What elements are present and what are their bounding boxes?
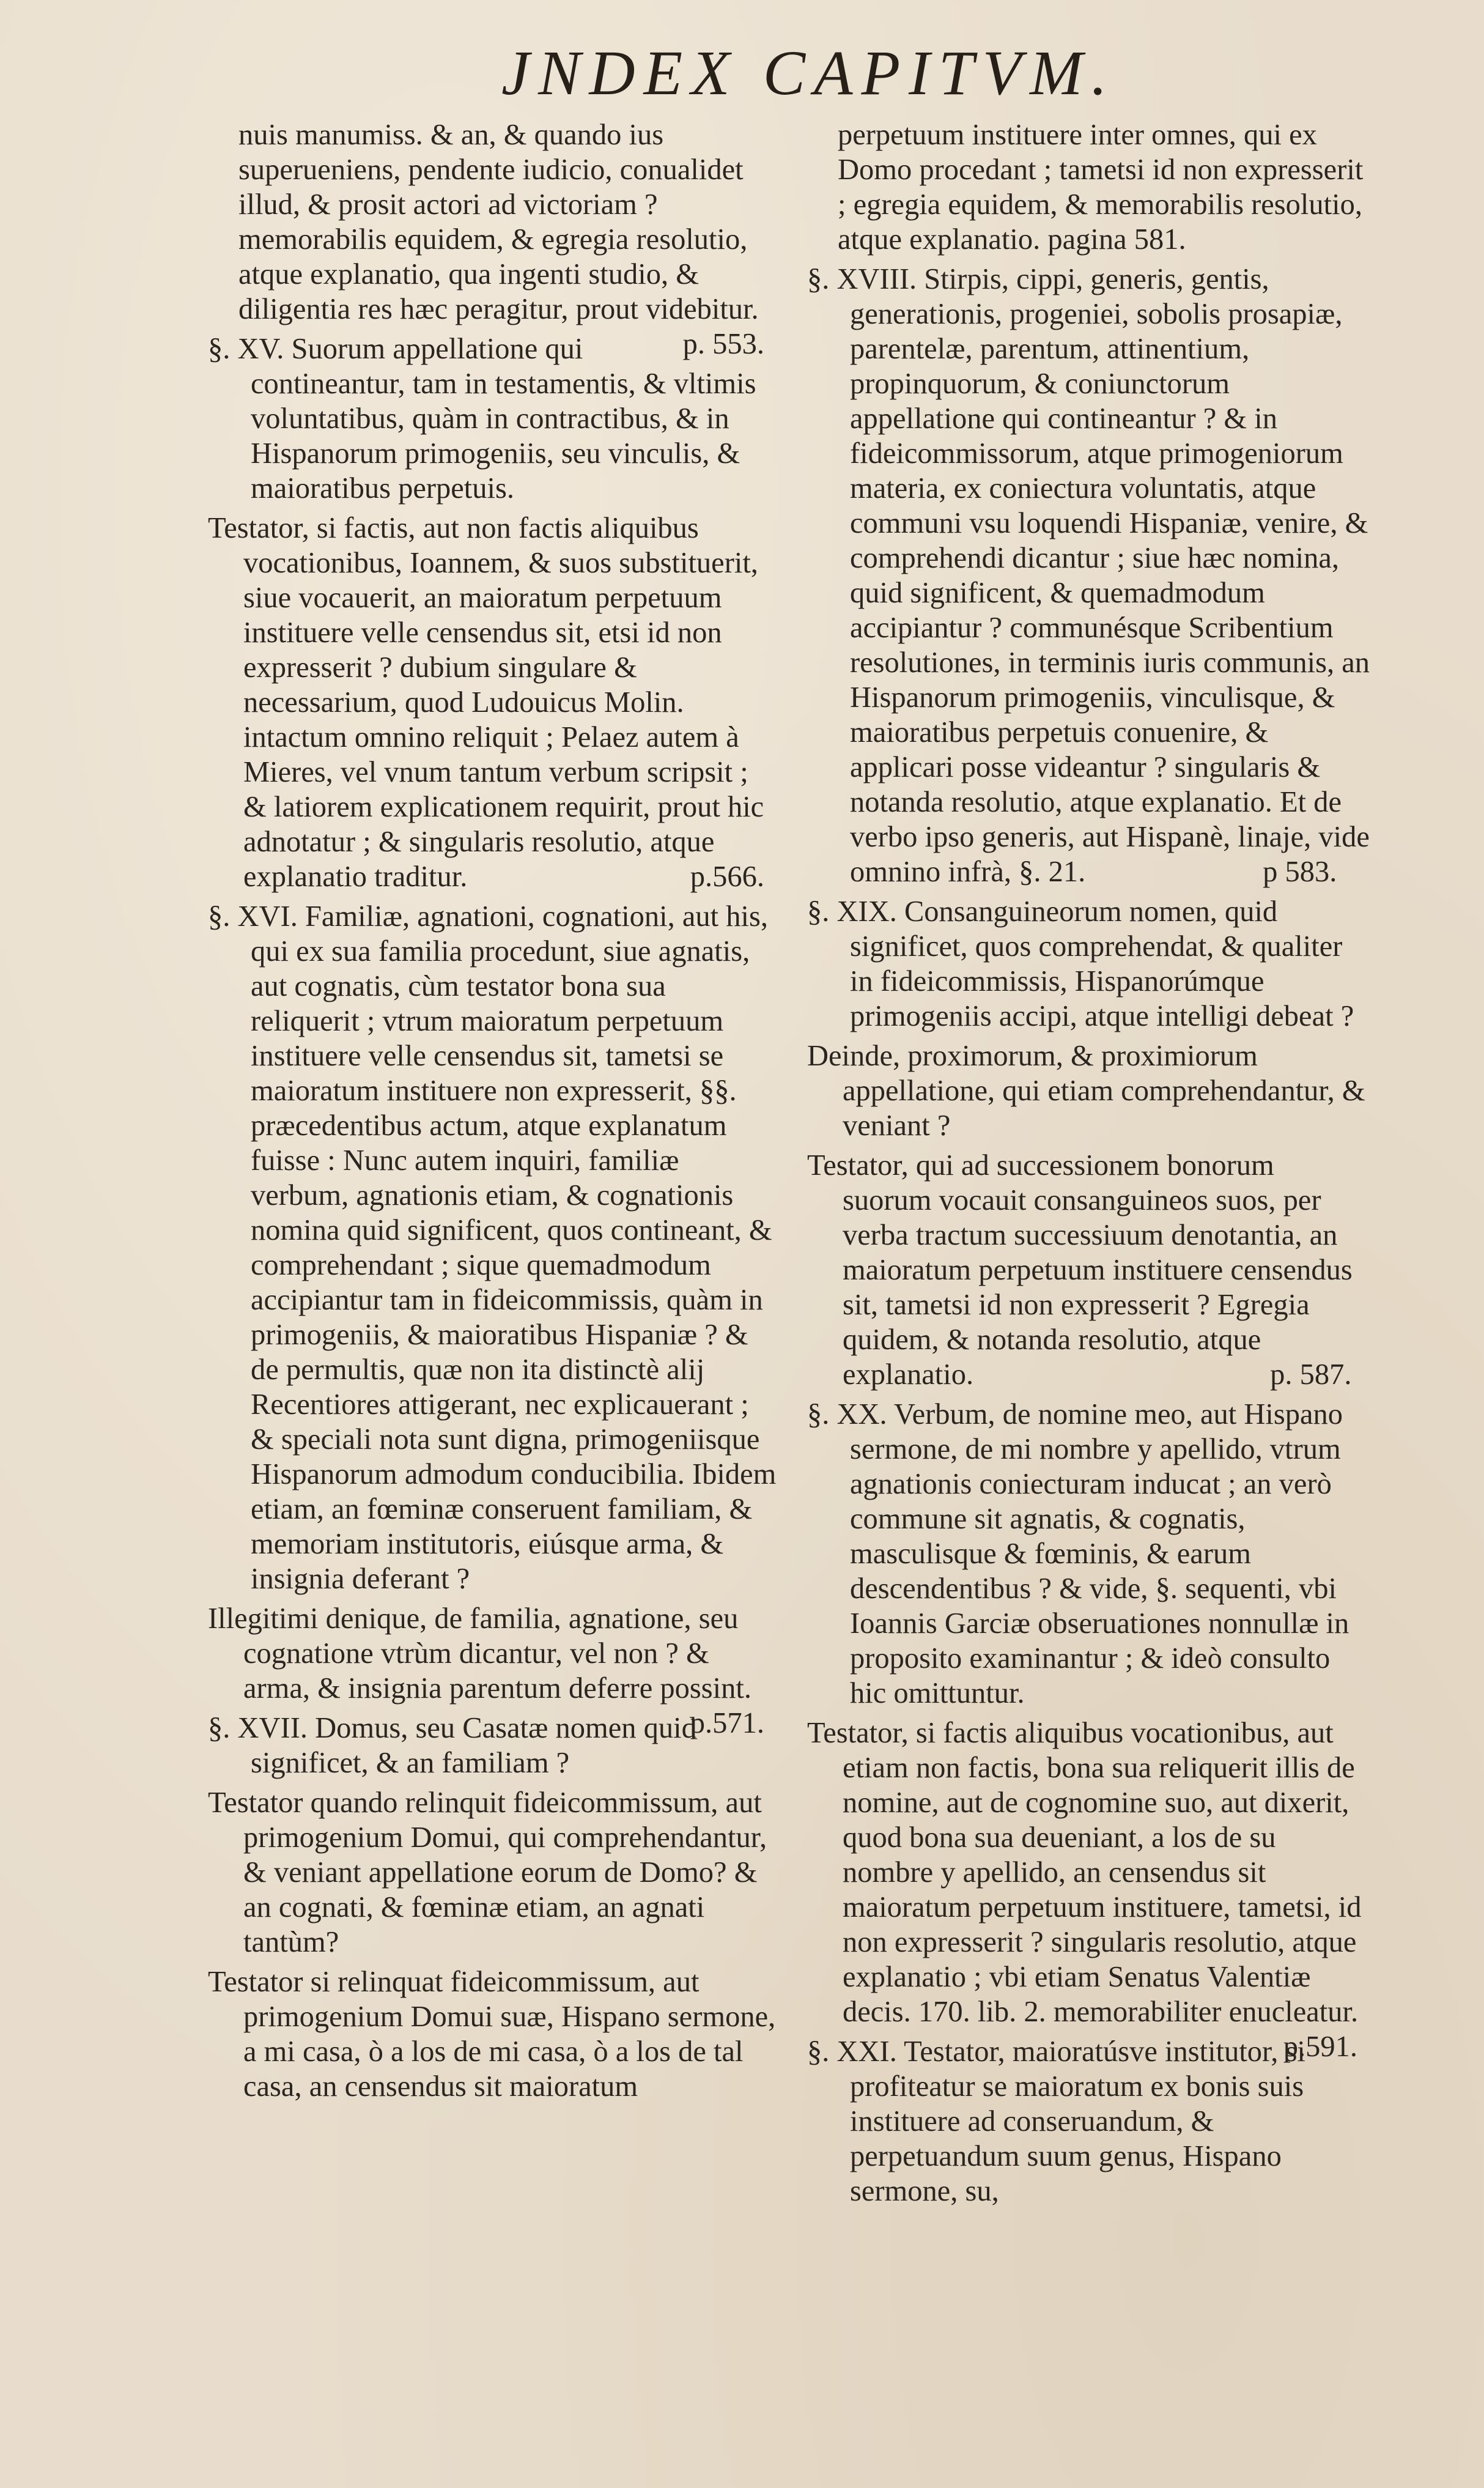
page-header: JNDEX CAPITVM. xyxy=(501,38,1116,108)
left-column xyxy=(208,117,777,2109)
entry-text: Illegitimi denique, de familia, agnatione, seu cognatione vtrùm dicantur, vel non ? & arma, & insignia parentum deferre possint. xyxy=(208,1602,751,1705)
entry-text: §. XVIII. Stirpis, cippi, generis, gentis, generationis, progeniei, sobolis prosapiæ, parentelæ, parentum, attinentium, propinquorum, & coniunctorum appellatione qui contineantur ? & in fideicommissorum, atque primogeniorum materia, ex coniectura voluntatis, atque communi vsu loquendi Hispaniæ, venire, & comprehendi dicantur ; siue hæc nomina, quid significent, & quemadmodum accipiantur ? communésque Scribentium resolutiones, in terminis iuris communis, an Hispanorum primogeniis, vinculisque, & maioratibus perpetuis conuenire, & applicari posse videantur ? singularis & notanda resolutio, atque explanatio. Et de verbo ipso generis, aut Hispanè, linaje, vide omnino infrà, §. 21. xyxy=(807,263,1370,888)
entry-text: Testator, si factis aliquibus vocationibus, aut etiam non factis, bona sua reliquerit illis de nomine, aut de cognomine suo, aut dixerit, quod bona sua deueniant, a los de su nombre y apellido, an censendus sit maioratum perpetuum instituere, tametsi, id non expresserit ? singularis resolutio, atque explanatio ; vbi etiam Senatus Valentiæ decis. 170. lib. 2. memorabiliter enucleatur. xyxy=(807,1717,1362,2028)
index-entry xyxy=(208,511,777,894)
index-entry xyxy=(208,1785,777,1960)
index-entry xyxy=(208,117,777,360)
index-section-entry xyxy=(208,331,777,506)
page-reference: p. 587. xyxy=(1270,1358,1352,1391)
page-reference: p.566. xyxy=(690,861,764,893)
index-entry xyxy=(807,1039,1370,1143)
entry-text: §. XVII. Domus, seu Casatæ nomen quid significet, & an familiam ? xyxy=(208,1712,696,1779)
page-reference: p.571. xyxy=(690,1707,764,1739)
page-reference: p.591. xyxy=(1283,2031,1357,2063)
entry-text: Testator si relinquat fideicommissum, aut primogenium Domui suæ, Hispano sermone, a mi casa, ò a los de mi casa, ò a los de tal casa, an censendus sit maioratum xyxy=(208,1966,776,2103)
index-section-entry xyxy=(807,2034,1370,2208)
right-column xyxy=(807,117,1370,2213)
page-reference: p 583. xyxy=(1263,856,1337,888)
index-section-entry xyxy=(208,899,777,1596)
entry-text: Deinde, proximorum, & proximiorum appellatione, qui etiam comprehendantur, & veniant ? xyxy=(807,1040,1365,1142)
entry-text: §. XVI. Familiæ, agnationi, cognationi, aut his, qui ex sua familia procedunt, siue agnatis, aut cognatis, cùm testator bona sua reliquerit ; vtrum maioratum perpetuum instituere velle censendus sit, tametsi se maioratum instituere non expresserit, §§. præcedentibus actum, atque explanatum fuisse : Nunc autem inquiri, familiæ verbum, agnationis etiam, & cognationis nomina quid significent, quos contineant, & comprehendant ; sique quemadmodum accipiantur tam in fideicommissis, quàm in primogeniis, & maioratibus Hispaniæ ? & de permultis, quæ non ita distinctè alij Recentiores attigerant, nec explicauerant ; & speciali nota sunt digna, primogeniisque Hispanorum admodum conducibilia. Ibidem etiam, an fœminæ conseruent familiam, & memoriam institutoris, eiúsque arma, & insignia deferant ? xyxy=(208,900,777,1595)
entry-text: Testator, si factis, aut non factis aliquibus vocationibus, Ioannem, & suos substituerit, siue vocauerit, an maioratum perpetuum instituere velle censendus sit, etsi id non expresserit ? dubium singulare & necessarium, quod Ludouicus Molin. intactum omnino reliquit ; Pelaez autem à Mieres, vel vnum tantum verbum scripsit ; & latiorem explicationem requirit, prout hic adnotatur ; & singularis resolutio, atque explanatio traditur. xyxy=(208,512,764,893)
entry-text: perpetuum instituere inter omnes, qui ex Domo procedant ; tametsi id non expresserit ; egregia equidem, & memorabilis resolutio, atque explanatio. pagina 581. xyxy=(838,119,1364,256)
entry-text: Testator quando relinquit fideicommissum, aut primogenium Domui, qui comprehendantur, & veniant appellatione eorum de Domo? & an cognati, & fœminæ etiam, an agnati tantùm? xyxy=(208,1786,767,1958)
index-entry xyxy=(208,1964,777,2104)
entry-text: §. XXI. Testator, maioratúsve institutor, si profiteatur se maioratum ex bonis suis instituere ad conseruandum, & perpetuandum suum genus, Hispano sermone, su, xyxy=(807,2035,1305,2207)
entry-text: nuis manumiss. & an, & quando ius superueniens, pendente iudicio, conualidet illud, & prosit actori ad victoriam ? memorabilis equidem, & egregia resolutio, atque explanatio, qua ingenti studio, & diligentia res hæc peragitur, prout videbitur. xyxy=(238,119,759,325)
entry-text: Testator, qui ad successionem bonorum suorum vocauit consanguineos suos, per verba tractum successiuum denotantia, an maioratum perpetuum instituere censendus sit, tametsi id non expresserit ? Egregia quidem, & notanda resolutio, atque explanatio. xyxy=(807,1149,1353,1391)
index-section-entry xyxy=(208,1711,777,1780)
index-section-entry xyxy=(807,1397,1370,1711)
index-entry xyxy=(807,1148,1370,1392)
page-reference: p. 553. xyxy=(682,328,764,360)
index-section-entry xyxy=(807,262,1370,889)
index-section-entry xyxy=(807,894,1370,1034)
entry-text: §. XV. Suorum appellatione qui contineantur, tam in testamentis, & vltimis voluntatibus, quàm in contractibus, & in Hispanorum primogeniis, seu vinculis, & maioratibus perpetuis. xyxy=(208,333,756,505)
index-entry xyxy=(807,1716,1370,2063)
index-entry xyxy=(807,117,1370,257)
index-entry xyxy=(208,1601,777,1739)
entry-text: §. XX. Verbum, de nomine meo, aut Hispano sermone, de mi nombre y apellido, vtrum agnationis coniecturam inducat ; an verò commune sit agnatis, & cognatis, masculisque & fœminis, & earum descendentibus ? & vide, §. sequenti, vbi Ioannis Garciæ obseruationes nonnullæ in proposito examinantur ; & ideò consulto hic omittuntur. xyxy=(807,1398,1349,1709)
entry-text: §. XIX. Consanguineorum nomen, quid significet, quos comprehendat, & qualiter in fideicommissis, Hispanorúmque primogeniis accipi, atque intelligi debeat ? xyxy=(807,895,1354,1032)
